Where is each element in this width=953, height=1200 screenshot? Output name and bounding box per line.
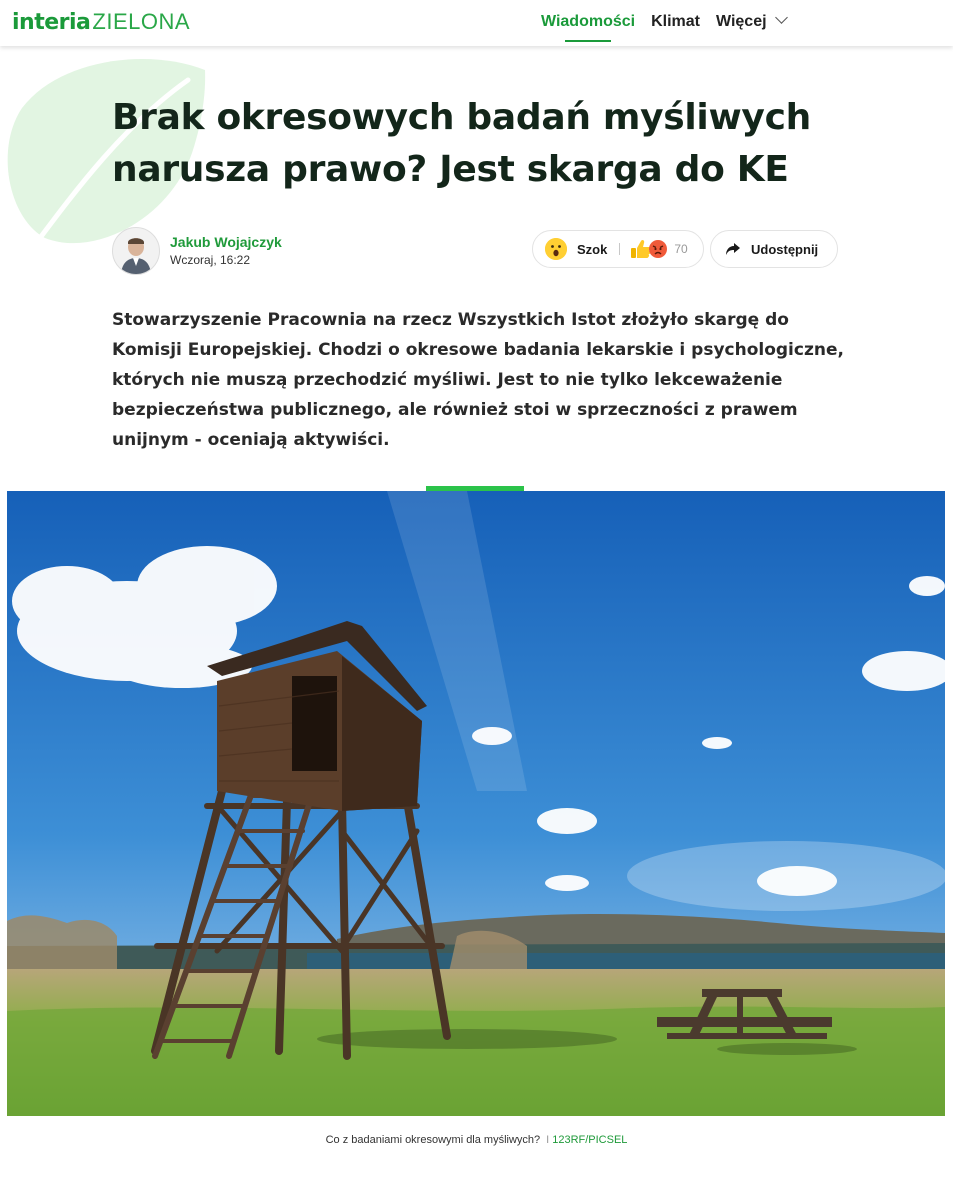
avatar[interactable]	[112, 227, 160, 275]
logo-brand: interia	[12, 10, 91, 35]
photo-caption	[0, 1134, 953, 1146]
reactions-button[interactable]	[532, 230, 704, 268]
angry-face-icon	[649, 240, 667, 258]
author-block	[112, 227, 282, 275]
reaction-count: 70	[674, 242, 688, 256]
photo-credit: 123RF/PICSEL	[552, 1134, 628, 1146]
author-info	[170, 233, 282, 269]
main-nav	[541, 0, 802, 46]
photo-accent-bar	[426, 486, 524, 491]
chevron-down-icon	[775, 11, 788, 24]
reaction-label: Szok	[577, 241, 608, 257]
share-label: Udostępnij	[751, 241, 819, 257]
share-arrow-icon	[725, 242, 741, 256]
nav-item-label: Klimat	[651, 13, 700, 30]
reaction-divider	[619, 243, 620, 255]
share-button[interactable]	[710, 230, 838, 268]
caption-text: Co z badaniami okresowymi dla myśliwych?	[325, 1134, 541, 1146]
article-title: Brak okresowych badań myśliwych narusza prawo? Jest skarga do KE	[112, 97, 811, 190]
nav-item-label: Wiadomości	[541, 13, 636, 30]
article-photo[interactable]	[7, 491, 945, 1116]
hunting-stand-photo	[7, 491, 945, 1116]
article-lead: Stowarzyszenie Pracownia na rzecz Wszystkich Istot złożyło skargę do Komisji Europejskiej. Chodzi o okresowe badania lekarskie i psychologiczne, których nie muszą przechodzić myśliwi. Jest to nie tylko lekceważenie bezpieczeństwa publicznego, ale również stoi w sprzeczności z prawem unijnym - oceniają aktywiści.	[112, 310, 844, 450]
top-bar	[0, 0, 953, 46]
thumbs-up-icon	[631, 240, 651, 258]
logo-section: ZIELONA	[92, 9, 191, 34]
nav-item-klimat[interactable]	[651, 0, 700, 46]
astonished-face-icon	[545, 238, 567, 260]
author-photo	[119, 234, 153, 274]
publish-date: Wczoraj, 16:22	[170, 253, 251, 267]
nav-item-wiadomosci[interactable]	[541, 0, 635, 46]
nav-item-label: Więcej	[716, 13, 767, 30]
caption-separator: I	[546, 1134, 550, 1146]
reaction-icons	[630, 238, 668, 260]
nav-item-wiecej[interactable]	[716, 0, 786, 46]
site-logo[interactable]	[12, 9, 190, 36]
author-name[interactable]: Jakub Wojajczyk	[170, 234, 282, 250]
